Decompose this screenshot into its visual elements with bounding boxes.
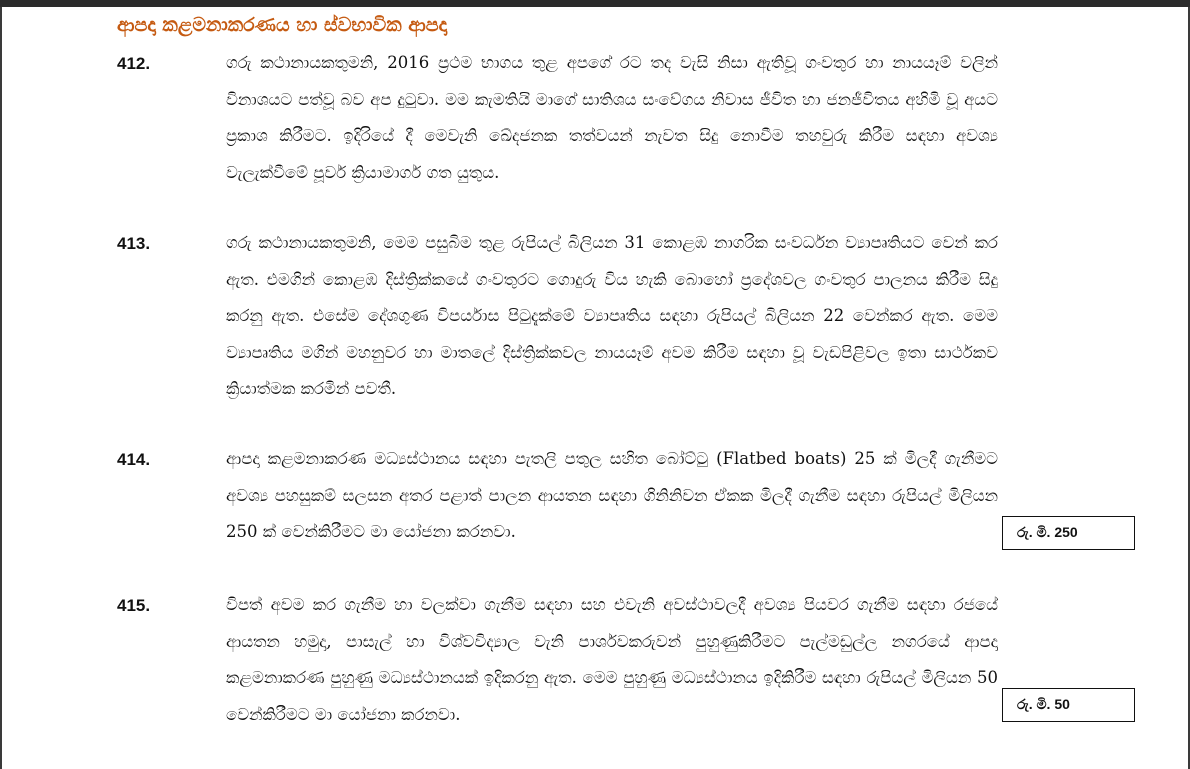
section-title: ආපදා කළමනාකරණය හා ස්වභාවික ආපදා — [117, 14, 448, 36]
paragraph-number-413: 413. — [117, 234, 151, 253]
paragraph-text-415: විපත් අවම කර ගැනීම හා වලක්වා ගැනීම සඳහා සහ එවැනි අවස්ථාවලදී අවශ්‍ය පියවර ගැනීම සඳහා රජයේ ආයතන හමුදා, පාසැල් හා විශ්වවිද්‍යාල වැනි පාර්ශවකරුවන් පුහුණුකිරීමට පැල්මඩුල්ල නගරයේ ආපදා කළමනාකරණ පුහුණු මධ්‍යස්ථානයක් ඉදිකරනු ඇත. මෙම පුහුණු මධ්‍යස්ථානය ඉදිකිරීම සඳහා රුපියල් මිලියන 50 වෙන්කිරීමට මා යෝජනා කරනවා. — [226, 595, 998, 724]
allocation-amount-box-415: රු. මි. 50 — [1002, 688, 1135, 722]
paragraph-number-414: 414. — [117, 450, 151, 469]
allocation-amount-box-414: රු. මි. 250 — [1002, 516, 1135, 550]
window-top-bar — [0, 0, 1190, 7]
paragraph-text-412: ගරු කථානායකතුමනි, 2016 ප්‍රථම භාගය තුළ අපගේ රට තද වැසි නිසා ඇතිවූ ගංවතුර හා නායයෑම් වලින් විනාශයට පත්වූ බව අප දුටුවා. මම කැමතියි මාගේ සාතිශය සංවේගය නිවාස ජීවිත හා ජනජීවිතය අහිමි වූ අයට ප්‍රකාශ කිරීමට. ඉදිරියේ දී මෙවැනි ඛේදජනක තත්වයන් නැවත සිදු නොවීම තහවුරු කිරීම සඳහා අවශ්‍ය වැලැක්වීමේ පූර්ව ක්‍රියාමාර්ග ගත යුතුය. — [226, 53, 998, 182]
paragraph-text-414: ආපදා කළමනාකරණ මධ්‍යස්ථානය සඳහා පැතලි පතුල සහිත බෝට්ටු (Flatbed boats) 25 ක් මිලදී ගැනීමට අවශ්‍ය පහසුකම් සලසන අතර පළාත් පාලන ආයතන සඳහා ගිනිනිවන ඒකක මිලදී ගැනීම සඳහා රුපියල් මිලියන 250 ක් වෙන්කිරීමට මා යෝජනා කරනවා. — [226, 449, 998, 541]
paragraph-number-415: 415. — [117, 596, 151, 615]
paragraph-text-413: ගරු කථානායකතුමනි, මෙම පසුබිම තුළ රුපියල් බිලියන 31 කොළඹ නාගරික සංවර්ධන ව්‍යාපෘතියට වෙන් කර ඇත. එමගින් කොළඹ දිස්ත්‍රික්කයේ ගංවතුරට ගොදුරු විය හැකි බොහෝ ප්‍රදේශවල ගංවතුර පාලනය කිරීම සිදු කරනු ඇත. එසේම දේශගුණ විපර්යාස පිටුදැක්මේ ව්‍යාපෘතිය සඳහා රුපියල් බිලියන 22 වෙන්කර ඇත. මෙම ව්‍යාපෘතිය මගින් මහනුවර හා මාතලේ දිස්ත්‍රික්කවල නායයෑම් අවම කිරීම සඳහා වූ වැඩපිළිවල ඉතා සාර්ථකව ක්‍රියාත්මක කරමින් පවතී. — [226, 233, 998, 398]
page-left-border — [0, 7, 2, 769]
paragraph-number-412: 412. — [117, 54, 151, 73]
